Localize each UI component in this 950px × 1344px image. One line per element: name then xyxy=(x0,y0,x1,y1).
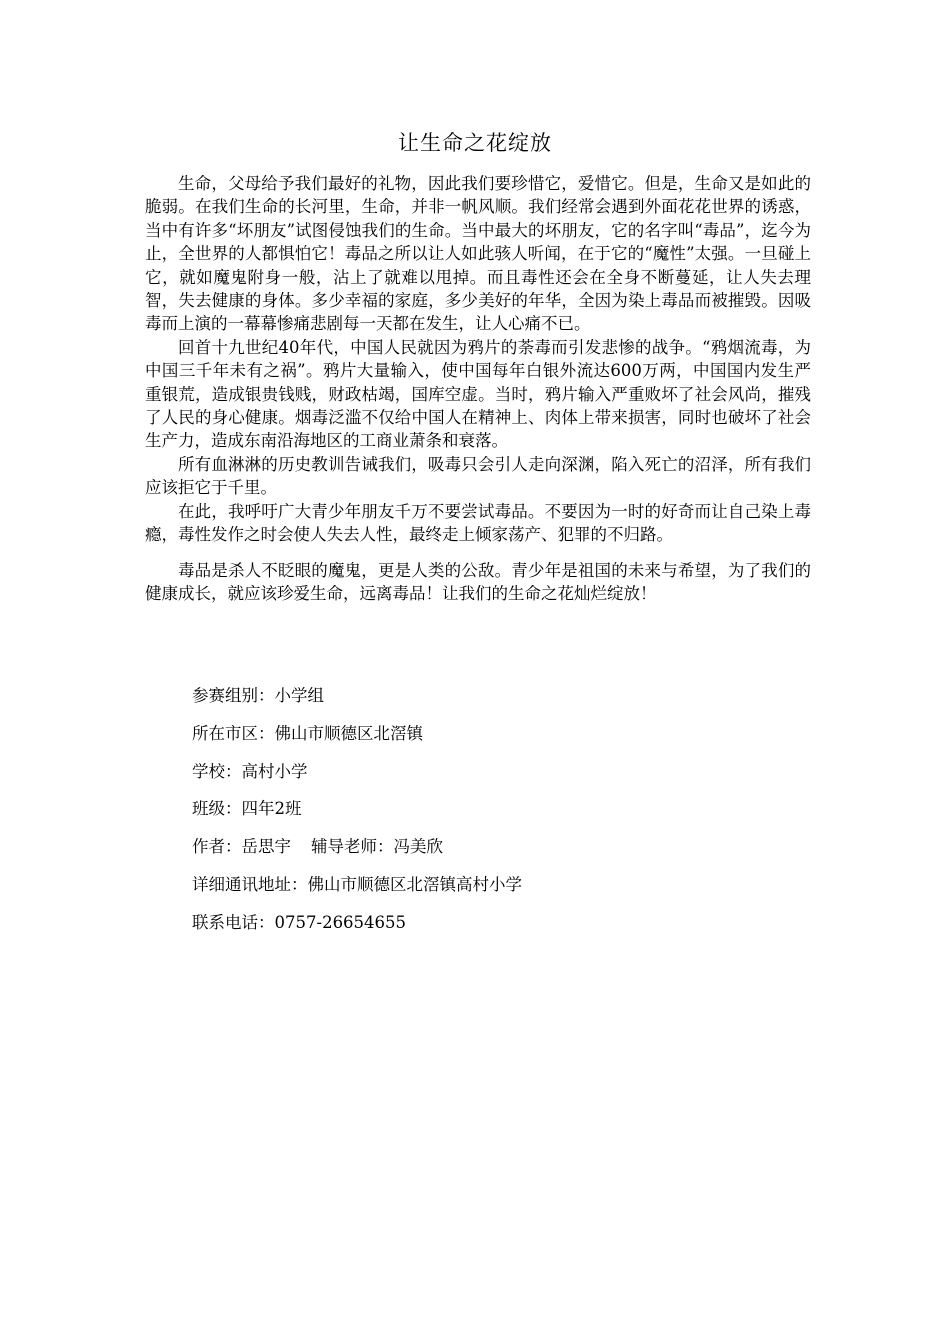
paragraph-1: 生命，父母给予我们最好的礼物，因此我们要珍惜它，爱惜它。但是，生命又是如此的脆弱。在我们生命的长河里，生命，并非一帆风顺。我们经常会遇到外面花花世界的诱惑，当中有许多“坏朋友”试图侵蚀我们的生命。当中最大的坏朋友，它的名字叫“毒品”，迄今为止，全世界的人都惧怕它！毒品之所以让人如此骇人听闻，在于它的“魔性”太强。一旦碰上它，就如魔鬼附身一般，沾上了就难以甩掉。而且毒性还会在全身不断蔓延，让人失去理智，失去健康的身体。多少幸福的家庭，多少美好的年华，全因为染上毒品而被摧毁。因吸毒而上演的一幕幕惨痛悲剧每一天都在发生，让人心痛不已。 xyxy=(145,174,811,334)
paragraph-2: 回首十九世纪40年代，中国人民就因为鸦片的荼毒而引发悲惨的战争。“鸦烟流毒，为中国三千年未有之祸”。鸦片大量输入，使中国每年白银外流达600万两，中国国内发生严重银荒，造成银贵钱贱，财政枯竭，国库空虚。当时，鸦片输入严重败坏了社会风尚，摧残了人民的身心健康。烟毒泛滥不仅给中国人在精神上、肉体上带来损害，同时也破坏了社会生产力，造成东南沿海地区的工商业萧条和衰落。 xyxy=(145,337,811,451)
paragraph-3: 所有血淋淋的历史教训告诫我们，吸毒只会引人走向深渊，陷入死亡的沼泽，所有我们应该拒它于千里。 xyxy=(145,454,811,498)
document-title: 让生命之花绽放 xyxy=(398,131,552,155)
entry-info xyxy=(192,684,812,949)
address-line: 详细通讯地址：佛山市顺德区北滘镇高村小学 xyxy=(192,874,522,894)
paragraph-5: 毒品是杀人不眨眼的魔鬼，更是人类的公敌。青少年是祖国的未来与希望，为了我们的健康成长，就应该珍爱生命，远离毒品！让我们的生命之花灿烂绽放！ xyxy=(145,560,811,603)
teacher-name: 辅导老师：冯美欣 xyxy=(311,837,443,857)
paragraph-4: 在此，我呼吁广大青少年朋友千万不要尝试毒品。不要因为一时的好奇而让自己染上毒瘾，毒性发作之时会使人失去人性，最终走上倾家荡产、犯罪的不归路。 xyxy=(145,501,811,545)
author-name: 作者：岳思宇 xyxy=(192,837,291,857)
phone-line: 联系电话：0757-26654655 xyxy=(192,912,407,932)
essay-body xyxy=(145,172,811,605)
author-line xyxy=(192,835,812,859)
school-line: 学校：高村小学 xyxy=(192,761,308,781)
district-line: 所在市区：佛山市顺德区北滘镇 xyxy=(192,723,423,743)
group-line: 参赛组别：小学组 xyxy=(192,686,324,705)
class-line: 班级：四年2班 xyxy=(192,799,302,819)
